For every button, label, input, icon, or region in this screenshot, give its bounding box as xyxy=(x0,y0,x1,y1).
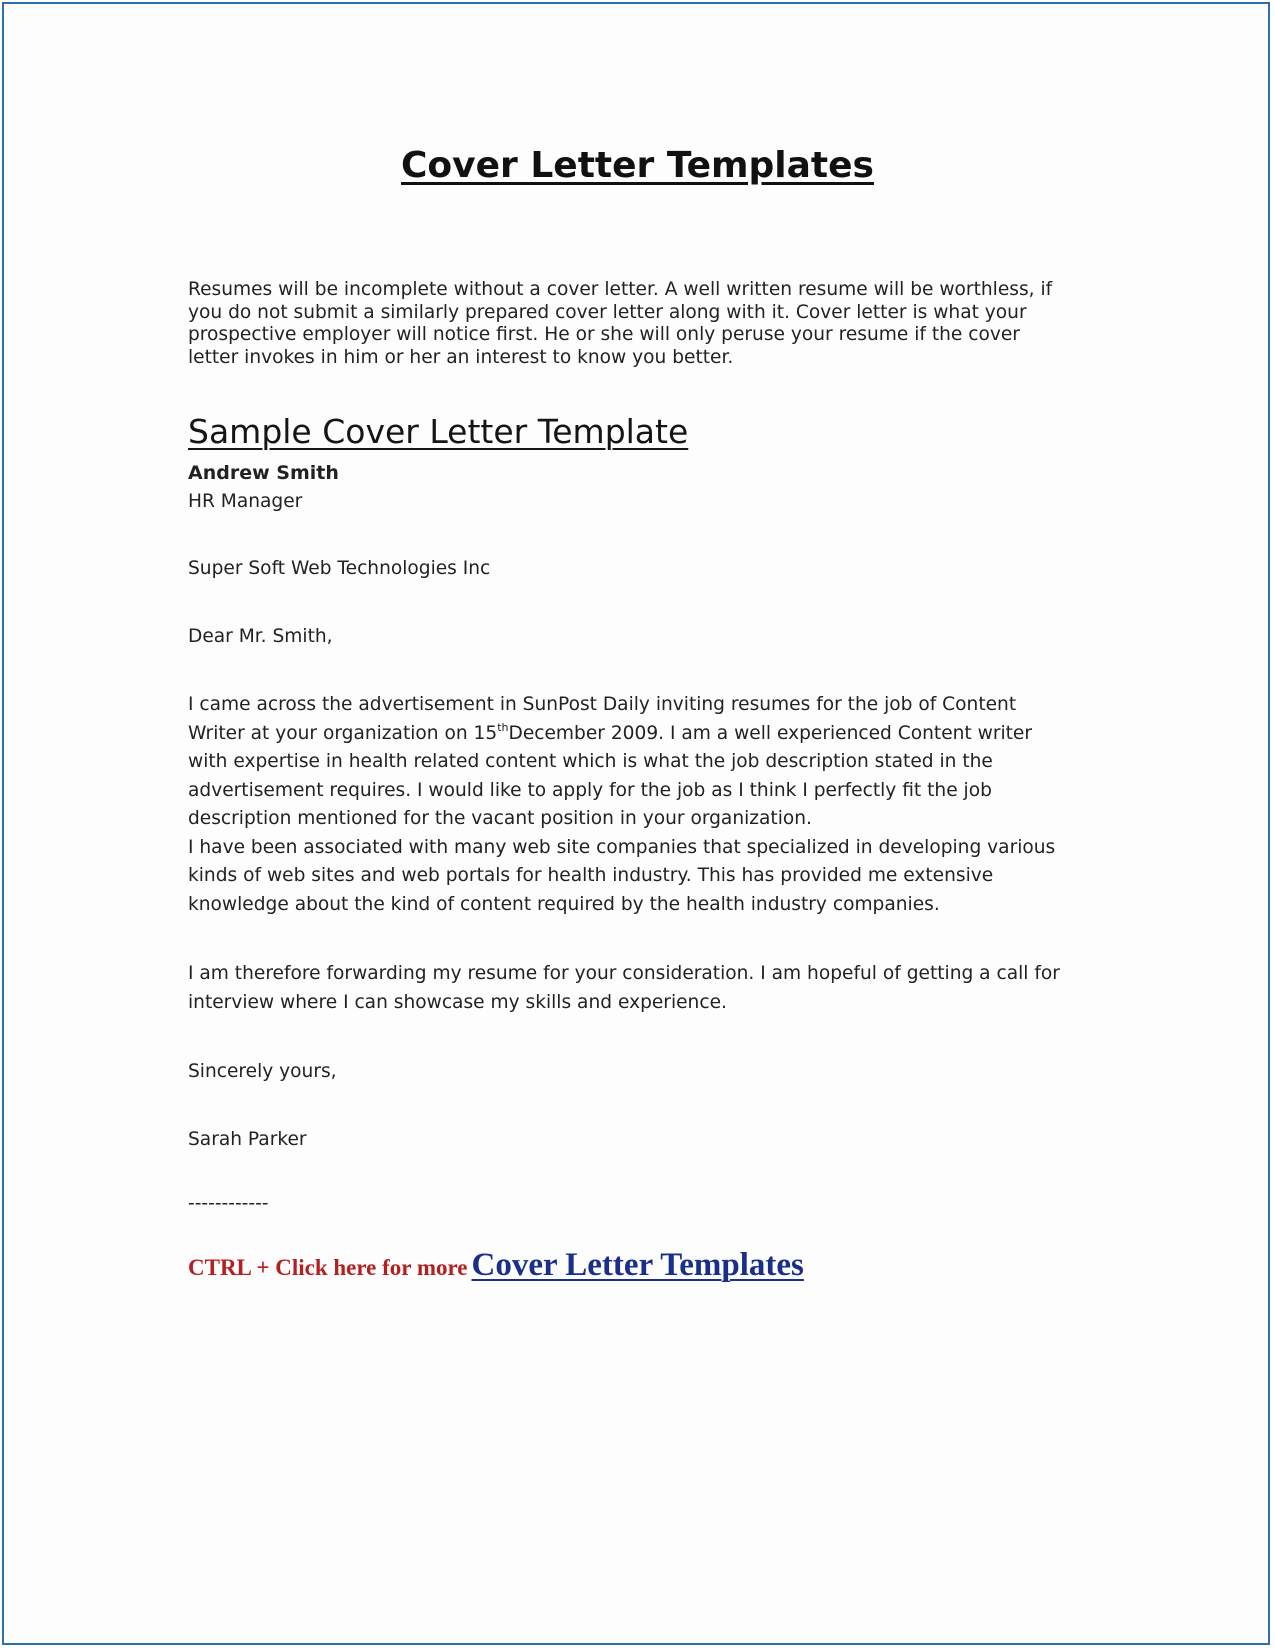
recipient-name: Andrew Smith xyxy=(188,462,339,484)
body-line: kinds of web sites and web portals for health industry. This has provided me extensive xyxy=(188,865,994,886)
intro-line: Resumes will be incomplete without a cover letter. A well written resume will be worthless, if xyxy=(188,279,1053,300)
intro-paragraph xyxy=(188,279,1088,370)
body-line: with expertise in health related content which is what the job description stated in the xyxy=(188,751,993,772)
recipient-title: HR Manager xyxy=(188,491,303,512)
body-line: advertisement requires. I would like to apply for the job as I think I perfectly fit the job xyxy=(188,779,992,801)
closing: Sincerely yours, xyxy=(188,1061,337,1082)
body-paragraph-1 xyxy=(188,691,1055,919)
body-line: I have been associated with many web site companies that specialized in developing various xyxy=(188,836,1056,858)
separator: ------------ xyxy=(188,1193,269,1214)
body-line: I came across the advertisement in SunPost Daily inviting resumes for the job of Content xyxy=(188,694,1017,715)
body-paragraph-2 xyxy=(188,960,1060,1017)
body-line: description mentioned for the vacant position in your organization. xyxy=(188,808,812,829)
intro-line: prospective employer will notice first. He or she will only peruse your resume if the cover xyxy=(188,324,1020,346)
salutation: Dear Mr. Smith, xyxy=(188,626,333,647)
document-title: Cover Letter Templates xyxy=(401,145,874,186)
body-line: I am therefore forwarding my resume for your consideration. I am hopeful of getting a call for xyxy=(188,963,1060,984)
intro-line: you do not submit a similarly prepared cover letter along with it. Cover letter is what your xyxy=(188,301,1027,323)
intro-line: letter invokes in him or her an interest to know you better. xyxy=(188,347,734,369)
signature: Sarah Parker xyxy=(188,1129,307,1150)
company-name: Super Soft Web Technologies Inc xyxy=(188,558,491,579)
sample-heading: Sample Cover Letter Template xyxy=(188,412,689,451)
more-templates-cta xyxy=(188,1247,804,1284)
cover-letter-templates-link[interactable]: Cover Letter Templates xyxy=(471,1247,804,1283)
cta-prefix-text: CTRL + Click here for more xyxy=(188,1255,468,1280)
body-line: interview where I can showcase my skills and experience. xyxy=(188,991,727,1013)
ordinal-suffix: th xyxy=(497,720,509,734)
body-line: Writer at your organization on 15thDecember 2009. I am a well experienced Content writer xyxy=(188,720,1033,744)
body-line: knowledge about the kind of content required by the health industry companies. xyxy=(188,893,940,915)
